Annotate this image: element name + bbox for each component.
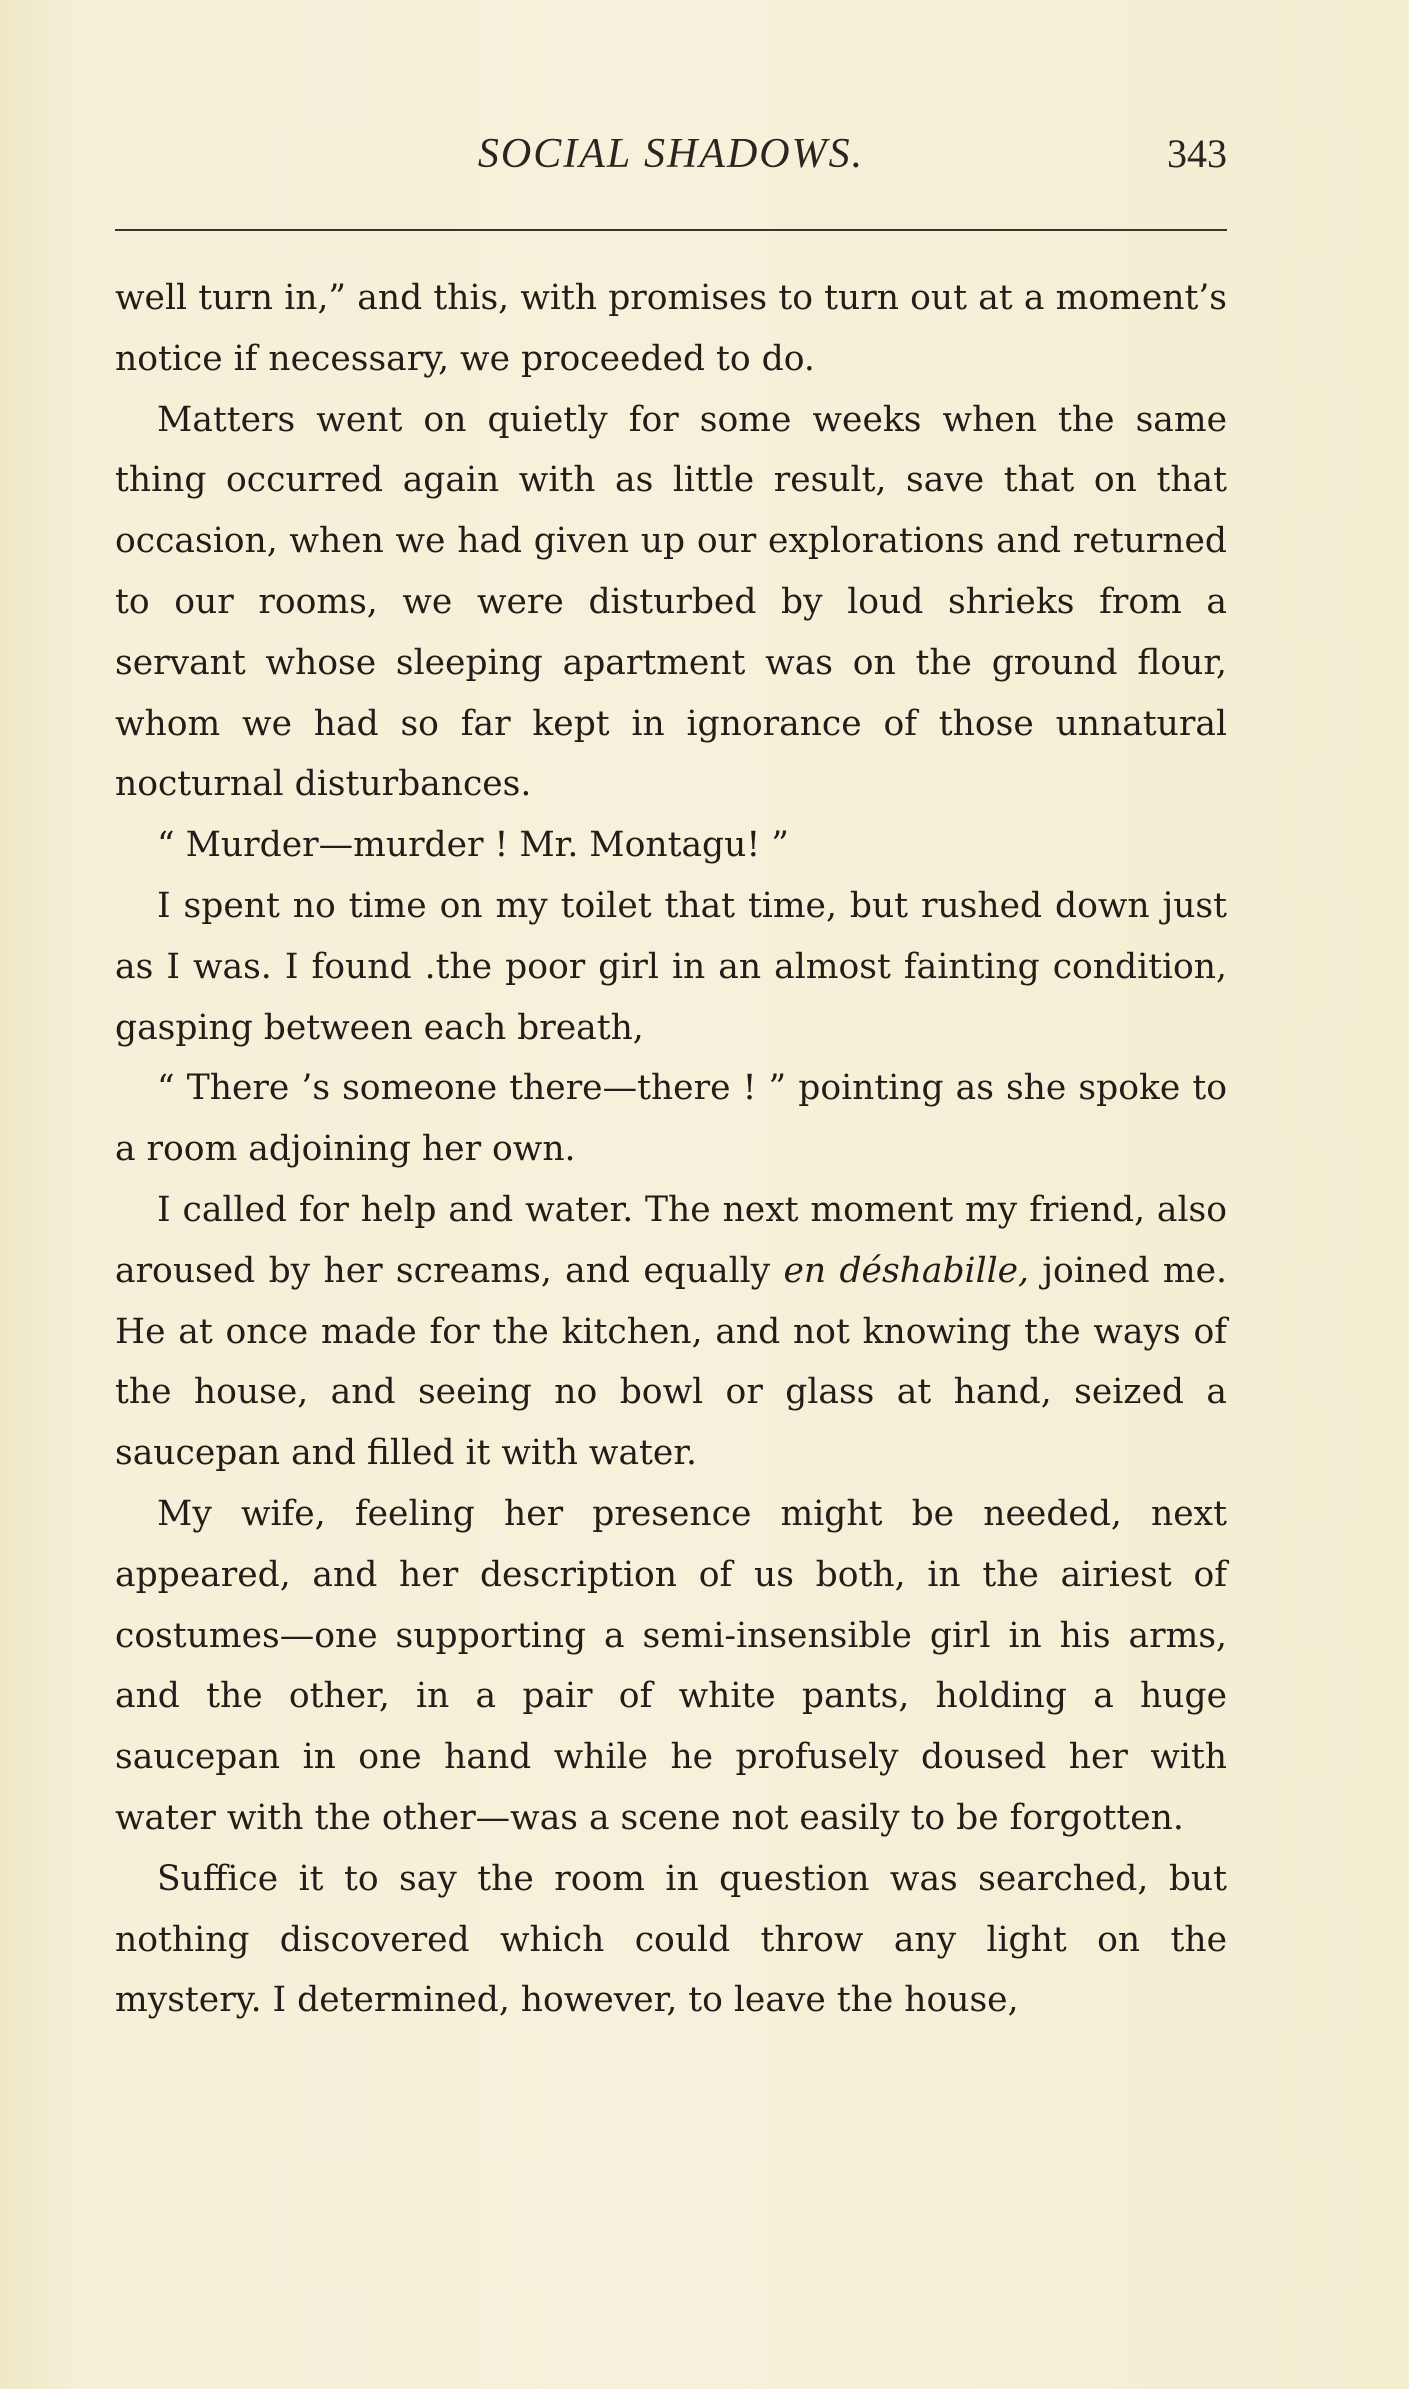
paragraph-5: “ There ’s someone there—there ! ” pointing as she spoke to a room adjoining her own. [115,1068,1227,1170]
header-rule [115,229,1227,231]
running-title: SOCIAL SHADOWS. [477,131,865,177]
page-number: 343 [1167,131,1227,176]
paragraph-6-text-b: joined me. He at once made for the kitchen, and not knowing the ways of the house, and seeing no bowl or glass at hand, seized a saucepan and filled it with water. [115,1250,1227,1474]
paragraph-6-text-a: I called for help and water. The next moment my friend, also aroused by her screams, and equally [115,1189,1227,1291]
paragraph-4: I spent no time on my toilet that time, but rushed down just as I was. I found .the poor girl in an almost fainting condition, gasping between each breath, [115,885,1227,1048]
paragraph-6-italic: en déshabille, [783,1250,1030,1291]
paragraph-7: My wife, feeling her presence might be needed, next appeared, and her description of us both, in the airiest of costumes—one supporting a semi-insensible girl in his arms, and the other, in a pair of white pants, holding a huge saucepan in one hand while he profusely doused her with water with the other—was a scene not easily to be forgotten. [115,1493,1227,1838]
paragraph-8: Suffice it to say the room in question was searched, but nothing discovered which could throw any light on the mystery. I determined, however, to leave the house, [115,1858,1227,2021]
paragraph-2: Matters went on quietly for some weeks when the same thing occurred again with as little result, save that on that occasion, when we had given up our explorations and returned to our rooms, we were disturbed by loud shrieks from a servant whose sleeping apartment was on the ground flour, whom we had so far kept in ignorance of those unnatural nocturnal disturbances. [115,399,1227,805]
body-text [115,268,1227,2031]
paragraph-1: well turn in,” and this, with promises to turn out at a moment’s notice if necessary, we proceeded to do. [115,278,1227,379]
paragraph-3: “ Murder—murder ! Mr. Montagu! ” [157,825,789,866]
page-header [115,130,1227,190]
paragraph-6 [115,1180,1227,1484]
